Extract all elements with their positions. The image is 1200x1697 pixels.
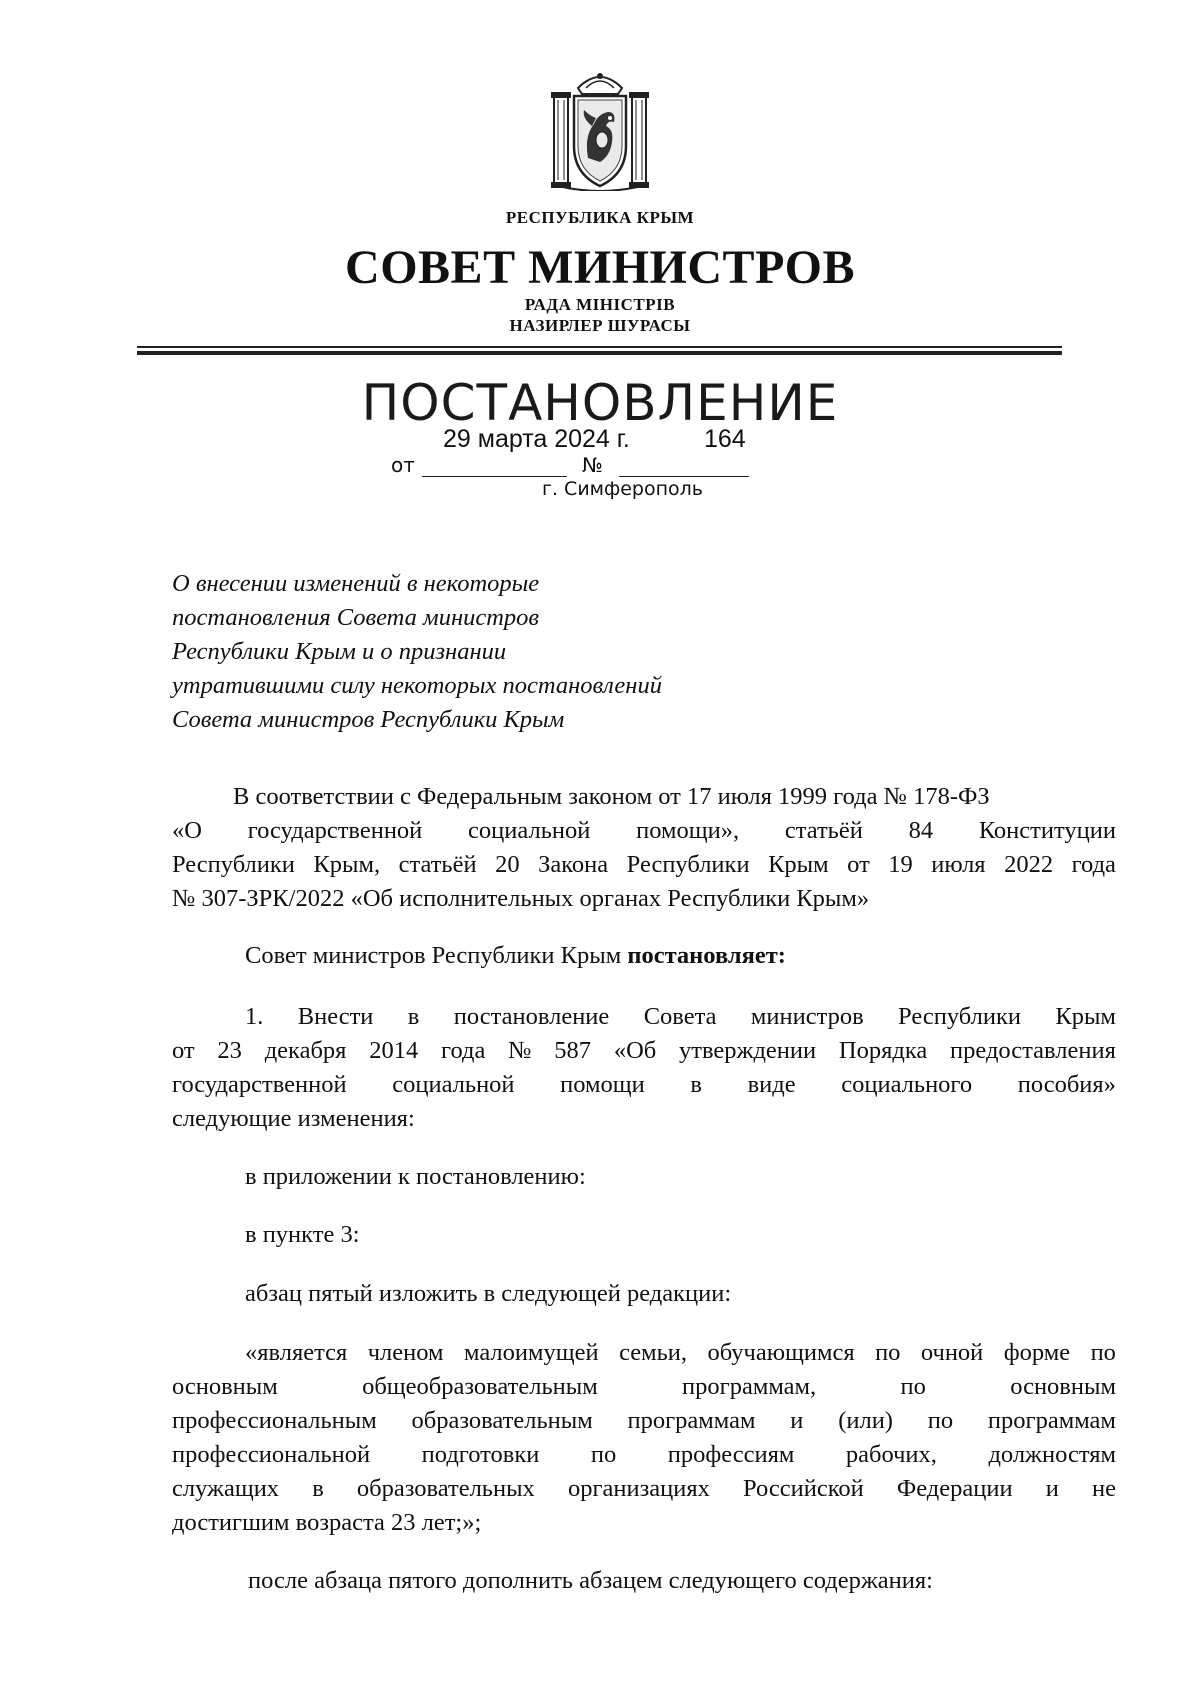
word: 2014 <box>369 1037 419 1064</box>
annex-line: в приложении к постановлению: <box>245 1163 586 1190</box>
word: 587 <box>554 1037 592 1064</box>
subject-line: постановления Совета министров <box>172 604 540 631</box>
quote-line <box>245 1339 1116 1367</box>
word: Совета <box>643 1003 717 1030</box>
word: утверждении <box>679 1037 817 1064</box>
date-underline <box>422 476 567 477</box>
decree-city: г. Симферополь <box>541 478 704 500</box>
word: очной <box>920 1339 984 1366</box>
word: 23 <box>217 1037 242 1064</box>
word: малоимущей <box>464 1339 599 1366</box>
word: Порядка <box>838 1037 928 1064</box>
word: июля <box>931 851 986 878</box>
word: помощи», <box>636 817 740 844</box>
item1-line: следующие изменения: <box>172 1105 415 1132</box>
item1-line <box>172 1071 1116 1099</box>
header-divider-thick <box>137 351 1062 355</box>
word: № <box>508 1037 532 1064</box>
date-number-line <box>391 425 811 477</box>
quote-line: достигшим возраста 23 лет;»; <box>172 1509 482 1536</box>
word: 1. <box>245 1003 264 1030</box>
word: по <box>927 1407 954 1434</box>
word: общеобразовательным <box>362 1373 598 1400</box>
word: «О <box>172 817 202 844</box>
decree-title: ПОСТАНОВЛЕНИЕ <box>361 374 839 432</box>
word: Внести <box>297 1003 374 1030</box>
paragraph5-line: абзац пятый изложить в следующей редакции: <box>245 1280 732 1307</box>
resolution-line <box>245 942 786 970</box>
item1-line <box>245 1003 1116 1031</box>
resolution-text: Совет министров Республики Крым <box>245 942 628 969</box>
word: декабря <box>264 1037 347 1064</box>
word: от <box>172 1037 195 1064</box>
decree-subject <box>172 567 662 737</box>
word: в <box>407 1003 420 1030</box>
word: по <box>590 1441 617 1468</box>
council-name: СОВЕТ МИНИСТРОВ <box>345 241 855 294</box>
word: социального <box>841 1071 973 1098</box>
subject-line: О внесении изменений в некоторые <box>172 570 540 597</box>
word: предоставления <box>950 1037 1116 1064</box>
word: министров <box>750 1003 864 1030</box>
word: рабочих, <box>845 1441 937 1468</box>
word: 84 <box>908 817 934 844</box>
word: 19 <box>888 851 913 878</box>
word: форме <box>1003 1339 1071 1366</box>
word: по <box>875 1339 901 1366</box>
word: Республики <box>898 1003 1021 1030</box>
word: по <box>900 1373 926 1400</box>
word: не <box>1091 1475 1116 1502</box>
word: виде <box>747 1071 796 1098</box>
word: помощи <box>560 1071 645 1098</box>
number-underline <box>619 476 749 477</box>
word: образовательных <box>356 1475 535 1502</box>
word: программам <box>987 1407 1116 1434</box>
word: государственной <box>172 1071 347 1098</box>
word: основным <box>1010 1373 1116 1400</box>
preamble-line <box>172 851 1116 879</box>
resolution-verb: постановляет: <box>627 942 786 969</box>
word: должностям <box>988 1441 1116 1468</box>
word: социальной <box>392 1071 515 1098</box>
word: государственной <box>247 817 423 844</box>
quote-line <box>172 1373 1116 1401</box>
word: социальной <box>468 817 591 844</box>
quote-line <box>172 1475 1116 1503</box>
quote-line <box>172 1407 1116 1435</box>
council-name-crimean-tatar: НАЗИРЛЕР ШУРАСЫ <box>509 316 691 335</box>
decree-number: 164 <box>704 425 746 453</box>
decree-date: 29 марта 2024 г. <box>443 425 630 453</box>
word: членом <box>367 1339 444 1366</box>
word: подготовки <box>421 1441 540 1468</box>
word: основным <box>172 1373 278 1400</box>
word: Крым <box>768 851 829 878</box>
word: семьи, <box>619 1339 688 1366</box>
subject-line: Республики Крым и о признании <box>172 638 507 665</box>
word: профессиональной <box>172 1441 371 1468</box>
word: и <box>1045 1475 1059 1502</box>
word: Конституции <box>978 817 1116 844</box>
word: Закона <box>538 851 609 878</box>
word: Республики <box>172 851 295 878</box>
word: «Об <box>613 1037 657 1064</box>
word: Республики <box>626 851 750 878</box>
word: года <box>1071 851 1116 878</box>
word: организациях <box>567 1475 710 1502</box>
council-name-ukrainian: РАДА МІНІСТРІВ <box>524 295 676 314</box>
word: Крым <box>1055 1003 1116 1030</box>
word: Федерации <box>896 1475 1013 1502</box>
word: в <box>312 1475 324 1502</box>
word: 20 <box>495 851 520 878</box>
coat-of-arms-icon <box>548 66 652 191</box>
republic-name: РЕСПУБЛИКА КРЫМ <box>505 208 695 227</box>
preamble-line <box>172 817 1116 845</box>
word: от <box>847 851 870 878</box>
word: программам <box>627 1407 756 1434</box>
date-prefix: от <box>391 453 415 477</box>
word: статьёй <box>784 817 863 844</box>
subject-line: утратившими силу некоторых постановлений <box>172 672 662 699</box>
word: обучающимся <box>707 1339 855 1366</box>
word: Российской <box>743 1475 864 1502</box>
word: профессиям <box>667 1441 795 1468</box>
item1-line <box>172 1037 1116 1065</box>
word: Крым, <box>313 851 381 878</box>
number-sign: № <box>582 453 603 477</box>
word: по <box>1090 1339 1116 1366</box>
quote-line <box>172 1441 1116 1469</box>
word: года <box>441 1037 486 1064</box>
header-divider-thin <box>137 346 1062 348</box>
word: (или) <box>838 1407 893 1434</box>
word: статьёй <box>398 851 477 878</box>
word: и <box>790 1407 804 1434</box>
after-paragraph5-line: после абзаца пятого дополнить абзацем следующего содержания: <box>248 1567 933 1594</box>
word: служащих <box>172 1475 280 1502</box>
word: образовательным <box>411 1407 593 1434</box>
point3-line: в пункте 3: <box>245 1221 360 1248</box>
word: программам, <box>682 1373 817 1400</box>
word: пособия» <box>1017 1071 1116 1098</box>
preamble-line: В соответствии с Федеральным законом от 17 июля 1999 года № 178-ФЗ <box>233 783 990 810</box>
word: постановление <box>453 1003 610 1030</box>
word: 2022 <box>1004 851 1054 878</box>
word: «является <box>245 1339 348 1366</box>
preamble-line: № 307-ЗРК/2022 «Об исполнительных органах Республики Крым» <box>172 885 870 912</box>
word: профессиональным <box>172 1407 377 1434</box>
subject-line: Совета министров Республики Крым <box>172 706 565 733</box>
word: в <box>690 1071 702 1098</box>
